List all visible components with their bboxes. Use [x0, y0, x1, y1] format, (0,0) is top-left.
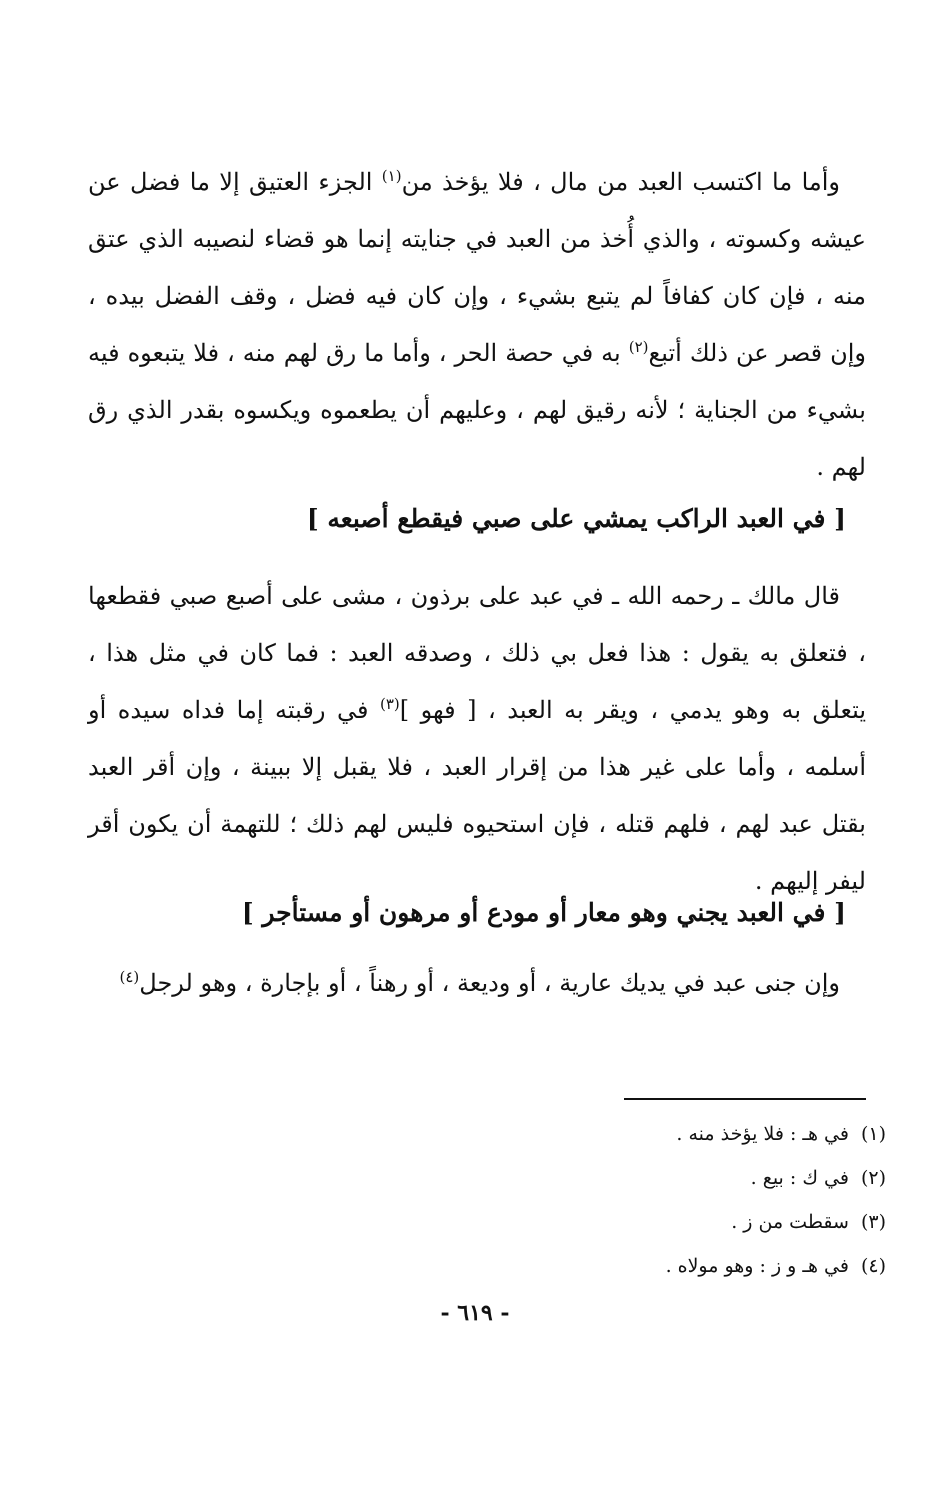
footnote-text: في هـ : فلا يؤخذ منه .: [676, 1123, 849, 1145]
footnote-divider: [624, 1098, 866, 1100]
footnote-number: (٢): [860, 1167, 886, 1189]
footnote-item: [420, 1244, 886, 1288]
paragraph-rider-slave: [88, 568, 866, 910]
paragraph-acquired-property: [88, 154, 866, 496]
footnote-text: سقطت من ز .: [731, 1211, 849, 1233]
paragraph-text: في رقبته إما فداه سيده أو أسلمه ، وأما على غير هذا من إقرار العبد ، فلا يقبل إلا ببينة ، وإن أقر العبد بقتل عبد لهم ، فلهم قتله ، فإن استحيوه فليس لهم ذلك ؛ للتهمة أن يكون أقر ليفر إليهم .: [88, 696, 866, 895]
paragraph-text: به في حصة الحر ، وأما ما رق لهم منه ، فلا يتبعوه فيه بشيء من الجناية ؛ لأنه رقيق لهم ، وعليهم أن يطعموه ويكسوه بقدر الذي رق لهم .: [88, 339, 866, 481]
footnote-item: [420, 1112, 886, 1156]
page-number: - ٦١٩ -: [440, 1300, 510, 1326]
footnote-number: (٤): [860, 1255, 886, 1277]
footnote-number: (٣): [860, 1211, 886, 1233]
footnote-text: في هـ و ز : وهو مولاه .: [665, 1255, 849, 1277]
paragraph-text: وإن جنى عبد في يديك عارية ، أو وديعة ، أو رهناً ، أو بإجارة ، وهو لرجل: [139, 969, 840, 997]
footnote-reference: (٤): [119, 968, 140, 986]
paragraph-text: وأما ما اكتسب العبد من مال ، فلا يؤخذ من: [401, 168, 841, 196]
paragraph-text: الجزء العتيق إلا ما فضل عن عيشه وكسوته ، والذي أُخذ من العبد في جنايته إنما هو قضاء لنصيبه الذي عتق منه ، فإن كان كفافاً لم يتبع بشيء ، وإن كان فيه فضل ، وقف الفضل بيده ، وإن قصر عن ذلك أتبع: [88, 168, 867, 367]
footnote-reference: (٢): [628, 338, 649, 356]
footnote-number: (١): [860, 1123, 886, 1145]
paragraph-borrowed-slave: [88, 955, 866, 1012]
footnote-item: [420, 1200, 886, 1244]
paragraph-text: قال مالك ـ رحمه الله ـ في عبد على برذون ، مشى على أصبع صبي فقطعها ، فتعلق به يقول : هذا فعل بي ذلك ، وصدقه العبد : فما كان في مثل هذا ، يتعلق به وهو يدمي ، ويقر به العبد ، [ فهو ]: [88, 582, 866, 724]
footnote-reference: (١): [381, 167, 402, 185]
section-heading: [ في العبد الراكب يمشي على صبي فيقطع أصبعه ]: [306, 504, 846, 533]
footnote-item: [420, 1156, 886, 1200]
footnote-reference: (٣): [379, 695, 400, 713]
footnote-text: في ك : بيع .: [750, 1167, 849, 1189]
section-heading: [ في العبد يجني وهو معار أو مودع أو مرهون أو مستأجر ]: [241, 898, 846, 927]
footnotes-list: [420, 1112, 886, 1288]
